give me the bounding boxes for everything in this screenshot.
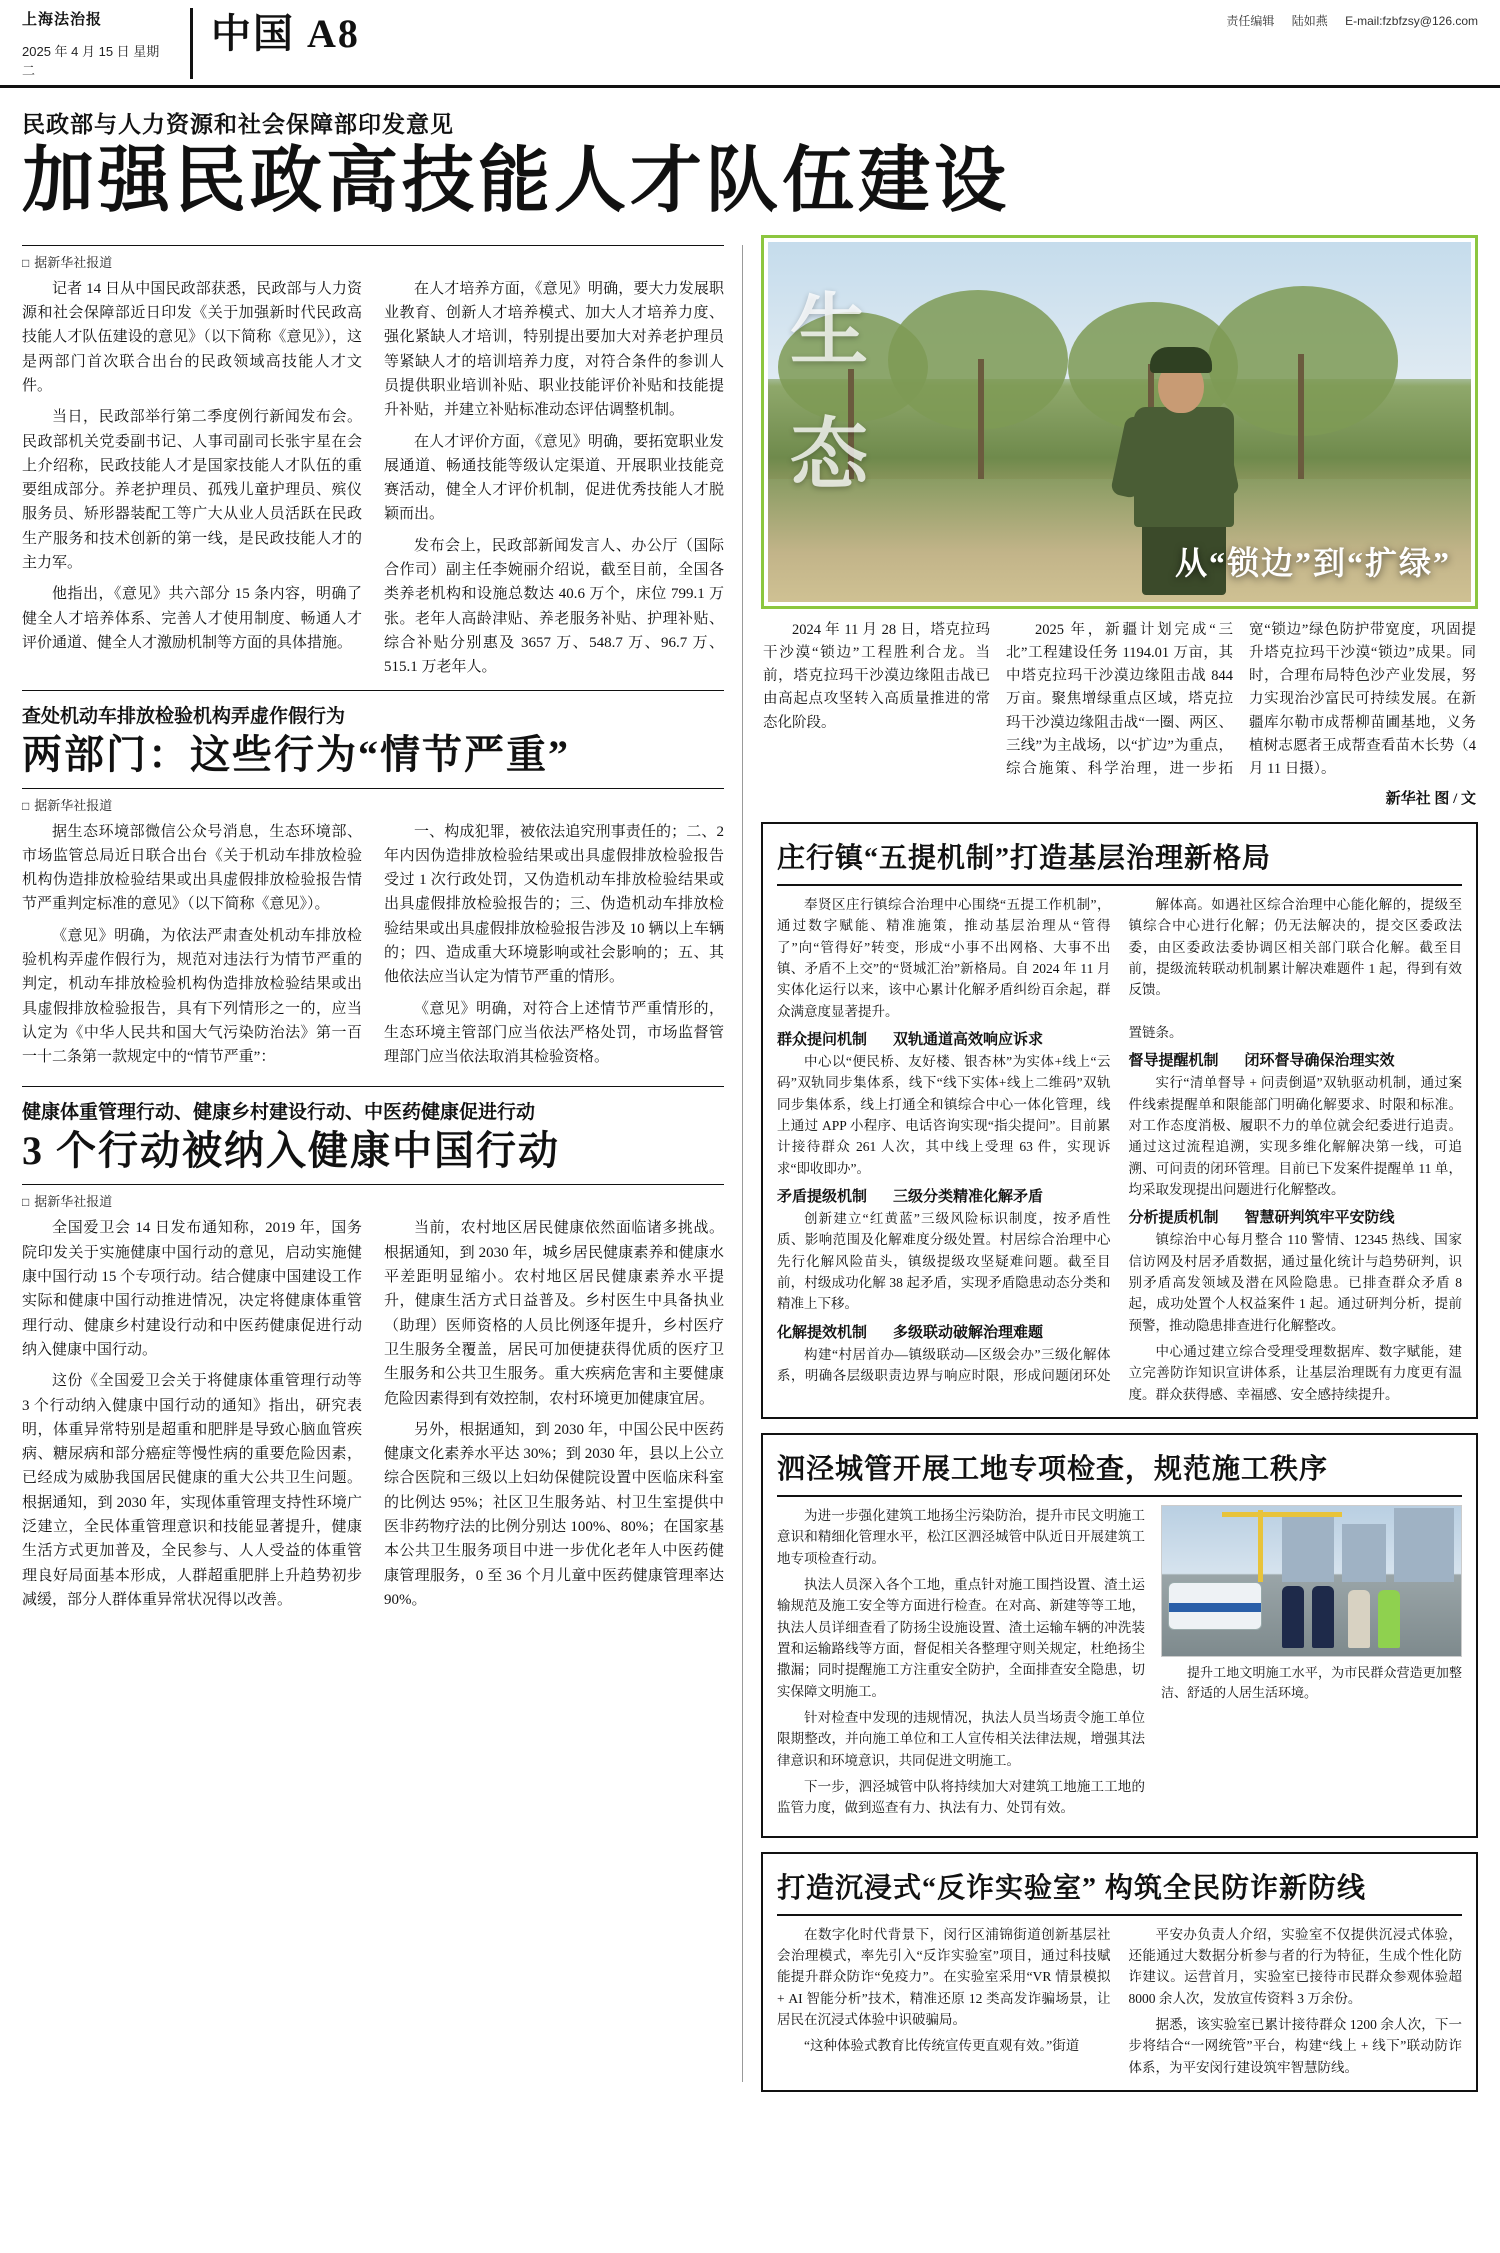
rule [22,1086,724,1087]
paragraph: 镇综治中心每月整合 110 警情、12345 热线、国家信访网及村居矛盾数据，通过量化统计与趋势研判，识别矛盾高发领域及潜在风险隐患。已排查群众矛盾 8 起，成功处置个人权益案件 1 起。通过研判分析，提前预警，推动隐患排查进行化解整改。 [1128,1232,1462,1333]
lead-headline-block [0,88,1500,235]
rule [777,1495,1462,1497]
section-title-main: 群众提问机制 [777,1032,868,1049]
inspection-photo [1161,1505,1462,1657]
crane-jib [1222,1512,1342,1517]
rule [22,245,724,246]
rule [22,690,724,691]
figure-cap [1150,347,1212,373]
paragraph: 构建“村居首办—镇级联动—区级会办”三级化解体系，明确各层级职责边界与响应时限，形成问题闭环处置链条。 [777,1025,1183,1383]
box2-text [777,1505,1145,1824]
paragraph: 另外，根据通知，到 2030 年，中国公民中医药健康文化素养水平达 30%；到 2030 年，县以上公立综合医院和三级以上妇幼保健院设置中医临床科室的比例达 95%；社区卫生服务站、村卫生室提供中医非药物疗法的比例分别达 100%、80%；在国家基本公共卫生服务项目中进一步优化老年人中医药健康管理服务，0 至 36 个月儿童中医药健康管理率达 90%。 [384,1421,724,1608]
paragraph: 记者 14 日从中国民政部获悉，民政部与人力资源和社会保障部近日印发《关于加强新时代民政高技能人才队伍建设的意见》（以下简称《意见》），这是两部门首次联合出台的民政领域高技能人才文件。 [22,280,362,394]
paragraph: 发布会上，民政部新闻发言人、办公厅（国际合作司）副主任李婉丽介绍说，截至目前，全国各类养老机构和设施总数达 40.6 万个，床位 799.1 万张。老年人高龄津贴、养老服务补贴、护理补贴、综合补贴分别惠及 3657 万、548.7 万、96.7 万、515.1 万老年人。 [384,537,724,676]
section-title-sub: 三级分类精准化解矛盾 [893,1189,1044,1205]
box1-section-heads [1129,1206,1463,1227]
lead-article-body [22,277,724,680]
box1-section [1129,1341,1463,1405]
left-column [22,235,742,2092]
article3-headline: 3 个行动被纳入健康中国行动 [22,1128,560,1174]
section-title-main: 矛盾提级机制 [777,1189,868,1205]
paragraph: 《意见》明确，对符合上述情节严重情形的，生态环境主管部门应当依法严格处罚，市场监督管理部门应当依法取消其检验资格。 [384,1000,724,1066]
box1-headline: 庄行镇“五提机制”打造基层治理新格局 [777,843,1272,875]
enforcement-van [1168,1582,1262,1630]
rule [777,1914,1462,1916]
photo-overlay-title: 从“锁边”到“扩绿” [1174,544,1451,581]
article2-headline: 两部门：这些行为“情节严重” [22,731,570,777]
paragraph: 实行“清单督导 + 问责倒逼”双轨驱动机制，通过案件线索提醒单和限能部门明确化解要求、时限和标准。对工作态度消极、履职不力的单位就会纪委进行追责。通过这过流程追溯，实现多维化解解决第一线，可追溯、可问责的闭环管理。目前已下发案件提醒单 11 单，均采取发现提出问题进行化解整改。 [1128,1075,1462,1197]
paragraph: 在人才评价方面，《意见》明确，要拓宽职业发展通道、畅通技能等级认定渠道、开展职业技能竞赛活动，健全人才评价机制，促进优秀技能人才脱颖而出。 [384,433,724,523]
lead-kicker: 民政部与人力资源和社会保障部印发意见 [22,112,454,137]
section-title-main: 化解提效机制 [777,1324,868,1341]
paragraph: 据悉，该实验室已累计接待群众 1200 余人次，下一步将结合“一网统管”平台，构建“线上 + 线下”联动防诈体系，为平安闵行建设筑牢智慧防线。 [1128,2016,1462,2075]
paragraph: 在人才培养方面，《意见》明确，要大力发展职业教育、创新人才培养模式、加大人才培养力度、强化紧缺人才培训，特别提出要加大对养老护理员等紧缺人才的培训培养力度，对符合条件的参训人员提供职业培训补贴、职业技能评价补贴和技能提升补贴，并建立补贴标准动态评估调整机制。 [384,280,724,419]
officer [1282,1586,1304,1648]
box-article-3 [761,1852,1478,2092]
box1-section [777,1028,1111,1179]
box2-content [777,1505,1462,1824]
section-title-sub: 闭环督导确保治理实效 [1244,1053,1395,1070]
section-title-main: 督导提醒机制 [1128,1053,1219,1070]
box-article-1 [761,822,1478,1419]
box1-section [777,1185,1111,1315]
worker-vest [1378,1590,1400,1648]
van-stripe [1169,1603,1261,1612]
box-article-2 [761,1433,1478,1838]
box2-headline: 泗泾城管开展工地专项检查，规范施工秩序 [777,1453,1329,1485]
paragraph: 据生态环境部微信公众号消息，生态环境部、市场监管总局近日联合出台《关于机动车排放检验机构伪造排放检验结果或出具虚假排放检验报告情节严重判定标准的意见》（以下简称《意见》）。 [22,823,362,913]
article2-body [22,820,724,1077]
article3-kicker: 健康体重管理行动、健康乡村建设行动、中医药健康促进行动 [22,1102,536,1124]
box1-section-heads [777,1321,1111,1342]
rule [22,788,724,789]
photo-feature [761,235,1478,609]
paragraph: 他指出，《意见》共六部分 15 条内容，明确了健全人才培养体系、完善人才使用制度、畅通人才评价通道、健全人才激励机制等方面的具体措施。 [22,586,362,651]
box1-section [1129,1206,1463,1336]
photo-credit: 新华社 图 / 文 [1385,791,1476,808]
crane-mast [1258,1510,1263,1582]
paragraph: 当前，农村地区居民健康依然面临诸多挑战。根据通知，到 2030 年，城乡居民健康素养和健康水平差距明显缩小。农村地区居民健康素养水平提升，健康生活方式日益普及。乡村医生中具备执业（助理）医师资格的人员比例逐年提升，乡村医疗卫生服务全覆盖，居民可加便捷获得优质的医疗卫生服务和公共卫生服务。重大疾病危害和主要健康危险因素得到有效控制，农村环境更加健康宜居。 [384,1220,724,1407]
paragraph: 在数字化时代背景下，闵行区浦锦街道创新基层社会治理模式，率先引入“反诈实验室”项目，通过科技赋能提升群众防诈“免疫力”。在实验室采用“VR 情景模拟 + AI 智能分析”技术，精准还原 12 类高发诈骗场景，让居民在沉浸式体验中识破骗局。 [777,1926,1111,2027]
paragraph: 解体高。如遇社区综合治理中心能化解的，提级至镇综合中心进行化解；仍无法解决的，提交区委政法委，由区委政法委协调区相关部门联合化解。截至目前，提级流转联动机制累计解决难题件 1 起，得到有效反馈。 [1128,897,1462,998]
photo-caption-block [761,609,1478,808]
masthead-divider [190,8,193,79]
paragraph: 《意见》明确，为依法严肃查处机动车排放检验机构弄虚作假行为，规范对违法行为情节严重的判定，机动车排放检验机构伪造排放检验结果或出具虚假排放检验报告，具有下列情形之一的，应当认定为《中华人民共和国大气污染防治法》第一百一十二条第一款规定中的“情节严重”： [22,927,362,1066]
lead-headline: 加强民政高技能人才队伍建设 [22,141,1011,221]
paragraph: 一、构成犯罪，被依法追究刑事责任的；二、2 年内因伪造排放检验结果或出具虚假排放检验报告受过 1 次行政处罚，又伪造机动车排放检验结果或出具虚假排放检验报告的；三、伪造机动车排放检验结果或出具虚假排放检验报告涉及 10 辆以上车辆的；四、造成重大环境影响或社会影响的；五、其他依法应当认定为情节严重的情形。 [384,823,724,986]
feature-photo [768,242,1471,602]
article2-byline: □ 据新华社报道 [22,795,724,814]
masthead-credits [1212,8,1478,29]
section-title-sub: 双轨通道高效响应诉求 [893,1032,1044,1049]
article3-byline: □ 据新华社报道 [22,1191,724,1210]
lead-byline: □ 据新华社报道 [22,252,724,271]
article3-body [22,1216,724,1619]
box1-section [1129,1049,1463,1200]
section-title: 中国 A8 [211,11,360,56]
paragraph: 针对检查中发现的违规情况，执法人员当场责令施工单位限期整改，并向施工单位和工人宣传相关法律法规，增强其法律意识和环境意识，共同促进文明施工。 [777,1709,1145,1768]
box2-photo-block [1161,1505,1462,1824]
rule [777,884,1462,886]
caption-paragraph: 2024 年 11 月 28 日，塔克拉玛干沙漠“锁边”工程胜利合龙。当前，塔克拉玛干沙漠边缘阻击战已由高起点攻坚转入高质量推进的常态化阶段。 [763,621,990,731]
paragraph: 为进一步强化建筑工地扬尘污染防治，提升市民文明施工意识和精细化管理水平，松江区泗泾城管中队近日开展建筑工地专项检查行动。 [777,1507,1145,1566]
tree-trunk [1298,354,1304,479]
box2-photo-caption: 提升工地文明施工水平，为市民群众营造更加整洁、舒适的人居生活环境。 [1160,1664,1462,1701]
box1-intro [777,894,1462,1022]
paragraph: 中心通过建立综合受理受理数据库、数字赋能，建立完善防诈知识宣讲体系，让基层治理既有力度更有温度。群众获得感、幸福感、安全感持续提升。 [1128,1343,1462,1402]
worker [1348,1590,1370,1648]
building [1342,1524,1386,1582]
editor-email: E-mail:fzbfzsy@126.com [1345,14,1478,28]
paragraph: 这份《全国爱卫会关于将健康体重管理行动等 3 个行动纳入健康中国行动的通知》指出，研究表明，体重异常特别是超重和肥胖是导致心脑血管疾病、糖尿病和部分癌症等慢性病的重要危险因素，已经成为威胁我国居民健康的重大公共卫生问题。根据通知，到 2030 年，实现体重管理支持性环境广泛建立，全民体重管理意识和技能显著提升，健康生活方式更加普及，全民参与、人人受益的体重管理良好局面基本形成，人群超重肥胖上升趋势初步减缓，部分人群体重异常状况得以改善。 [22,1373,362,1608]
paper-logo: 上海法治报 [22,11,103,28]
section-title-sub: 多级联动破解治理难题 [893,1324,1044,1341]
box1-section-heads [1129,1049,1463,1070]
paragraph: 平安办负责人介绍，实验室不仅提供沉浸式体验，还能通过大数据分析参与者的行为特征，生成个性化防诈建议。运营首月，实验室已接待市民群众参观体验超 8000 余人次，发放宣传资料 3 万余份。 [1128,1926,1462,2006]
editor-label: 责任编辑 [1226,14,1275,28]
masthead-left [22,8,172,79]
caption-paragraph: 2025 年，新疆计划完成“三北”工程建设任务 1194.01 万亩，其中塔克拉玛干沙漠边缘阻击战 844 万亩。聚焦增绿重点区域，塔克拉玛干沙漠边缘阻击战“一圈、两区、三线”为主战场，以“扩边”为重点，综合施策、科学治理，进一步拓宽“锁边”绿色防护带宽度，巩固提升塔克拉玛干沙漠“锁边”成果。同时，合理布局特色沙产业发展，努力实现治沙富民可持续发展。在新疆库尔勒市成帮柳苗圃基地，义务植树志愿者王成帮查看苗木长势（4 月 11 日摄）。 [1006,621,1476,777]
figure-body [1134,407,1234,527]
paragraph: 全国爱卫会 14 日发布通知称，2019 年，国务院印发关于实施健康中国行动的意见，启动实施健康中国行动 15 个专项行动。结合健康中国建设工作实际和健康中国行动推进情况，决定将健康体重管理行动、健康乡村建设行动和中医药健康促进行动纳入健康中国行动。 [22,1220,362,1358]
watermark-bottom: 态 [790,410,871,498]
right-column [743,235,1478,2092]
paragraph: 奉贤区庄行镇综合治理中心围绕“五提工作机制”，通过数字赋能、精准施策，推动基层治理从“管得了”向“管得好”转变，形成“小事不出网格、大事不出镇、矛盾不上交”的“贤城汇治”新格局。自 2024 年 11 月实体化运行以来，该中心累计化解矛盾纠纷百余起，群众满意度显著提升。 [777,897,1111,1019]
watermark-top: 生 [790,286,871,374]
officer [1312,1586,1334,1648]
section-title-main: 分析提质机制 [1128,1210,1219,1227]
masthead [0,0,1500,88]
box3-headline: 打造沉浸式“反诈实验室” 构筑全民防诈新防线 [777,1872,1367,1904]
article2-kicker: 查处机动车排放检验机构弄虚作假行为 [22,705,346,727]
rule [22,1184,724,1185]
building [1282,1514,1334,1582]
body-layout [0,235,1500,2092]
paragraph: 下一步，泗泾城管中队将持续加大对建筑工地施工工地的监管力度，做到巡查有力、执法有力、处罚有效。 [777,1778,1145,1816]
box3-body [777,1924,1462,2078]
paragraph: 中心以“便民桥、友好楼、银杏林”为实体+线上“云码”双轨同步集体系，线下“线下实体+线上二维码”双轨同步集体系，线上打通全和镇综合中心一体化管理，线上通过 APP 小程序、电话咨询实现“指尖提问”。目前累计接待群众 261 人次，其中线上受理 63 件，实现诉求“即收即办”。 [777,1054,1111,1176]
paragraph: 当日，民政部举行第二季度例行新闻发布会。民政部机关党委副书记、人事司副司长张宇星在会上介绍称，民政技能人才是国家技能人才队伍的重要组成部分。养老护理员、孤残儿童护理员、殡仪服务员、矫形器装配工等广大从业人员活跃在民政生产服务和技术创新的第一线，是民政技能人才的主力军。 [22,409,362,572]
box1-section-heads [777,1028,1111,1049]
paragraph: “这种体验式教育比传统宣传更直观有效。”街道 [804,2038,1080,2054]
box1-section-heads [777,1185,1111,1206]
photo-caption-columns [763,619,1476,781]
box1-sections [777,1022,1462,1405]
editor-name: 陆如燕 [1291,14,1328,28]
paragraph: 执法人员深入各个工地，重点针对施工围挡设置、渣土运输规范及施工安全等方面进行检查。在对高、新建等等工地，执法人员详细查看了防扬尘设施设置、渣土运输车辆的冲洗装置和运输路线等方面，督促相关各整理守则关规定，杜绝扬尘撒漏；同时提醒施工方注重安全防护，全面排查安全隐患，切实保障文明施工。 [777,1576,1145,1699]
paragraph: 创新建立“红黄蓝”三级风险标识制度，按矛盾性质、影响范围及化解难度分级处置。村居综合治理中心先行化解风险苗头，镇级提级攻坚疑难问题。截至目前，村级成功化解 38 起矛盾，实现矛盾隐患动态分类和精准上下移。 [777,1211,1111,1312]
building [1394,1508,1454,1582]
section-title-sub: 智慧研判筑牢平安防线 [1244,1210,1395,1227]
publication-date: 2025 年 4 月 15 日 星期二 [22,44,160,78]
tree-trunk [978,359,984,479]
